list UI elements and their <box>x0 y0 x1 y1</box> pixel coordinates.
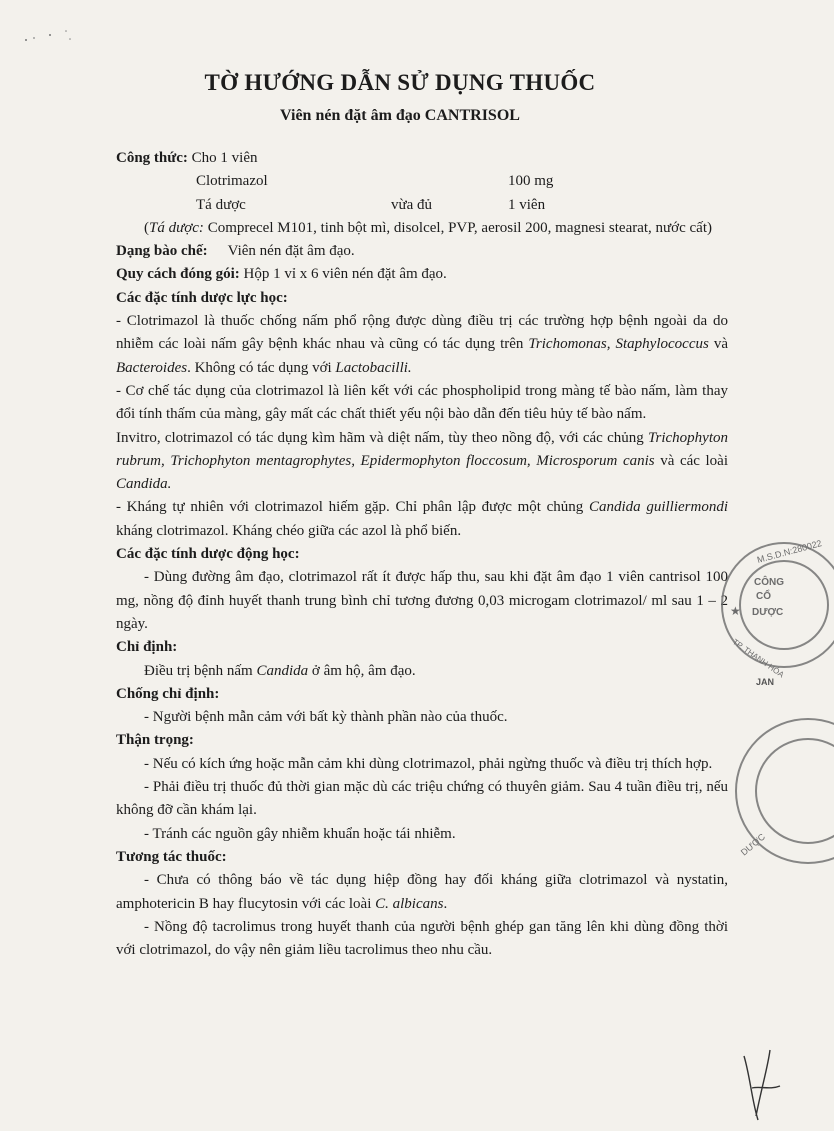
excipients-text: Comprecel M101, tinh bột mì, disolcel, PVP, aerosil 200, magnesi stearat, nước cất) <box>203 219 712 236</box>
excipients-label: Tá dược: <box>149 219 204 236</box>
stamp-lower-text: DƯỢC <box>738 831 768 858</box>
precautions-paragraph: - Tránh các nguồn gây nhiễm khuẩn hoặc tái nhiễm. <box>144 825 456 842</box>
precautions-paragraph: - Nếu có kích ứng hoặc mẫn cảm khi dùng clotrimazol, phải ngừng thuốc và điều trị thích hợp. <box>144 755 713 772</box>
pharmacodynamics-paragraph: - Kháng tự nhiên với clotrimazol hiếm gặp. Chỉ phân lập được một chủng Candida guilliermondi kháng clotrimazol. Kháng chéo giữa các azol là phổ biến. <box>116 499 728 539</box>
formula-row <box>116 194 728 217</box>
excipients-paragraph: (Tá dược: Comprecel M101, tinh bột mì, disolcel, PVP, aerosil 200, magnesi stearat, nước cất) <box>144 219 712 236</box>
scan-specks <box>20 26 80 46</box>
indications-paragraph: Điều trị bệnh nấm Candida ở âm hộ, âm đạo. <box>144 662 416 679</box>
formula-value: Cho 1 viên <box>187 150 258 166</box>
formula-label: Công thức: <box>116 150 188 166</box>
contraindications-paragraph: - Người bệnh mẫn cảm với bất kỳ thành phần nào của thuốc. <box>144 709 508 726</box>
ingredient-amount: 1 viên <box>508 196 546 213</box>
stamp-bottom-text: TP. THANH HÓA <box>730 637 786 680</box>
pharmacodynamics-paragraph: - Clotrimazol là thuốc chống nấm phổ rộng được dùng điều trị các trường hợp bệnh ngoài da do nhiễm các loài nấm gây bệnh khác nhau và cũng có tác dụng trên Trichomonas, Staphylococcus và Bacteroides. Không có tác dụng với Lactobacilli. <box>116 313 728 376</box>
pharmacodynamics-heading: Các đặc tính dược lực học: <box>116 289 288 306</box>
formula-line <box>116 147 728 170</box>
pharmacokinetics-heading: Các đặc tính dược động học: <box>116 546 300 563</box>
document-body <box>116 147 728 962</box>
precautions-heading: Thận trọng: <box>116 732 194 749</box>
stamp-top-text: M.S.D.N:280022 <box>755 538 823 565</box>
ingredient-amount: 100 mg <box>508 173 554 190</box>
dosage-form-line <box>116 240 728 263</box>
ingredient-name: Tá dược <box>196 196 246 213</box>
ingredient-name: Clotrimazol <box>196 173 268 190</box>
indications-heading: Chỉ định: <box>116 639 178 656</box>
signature <box>740 1046 785 1126</box>
company-stamp <box>714 535 834 695</box>
stamp-center-text: CÔNG <box>754 577 784 588</box>
stamp-center-text: CỔ <box>756 591 771 602</box>
contraindications-heading: Chống chỉ định: <box>116 685 220 702</box>
packaging-value: Hộp 1 vỉ x 6 viên nén đặt âm đạo. <box>239 266 447 283</box>
ingredient-qualifier: vừa đủ <box>391 196 433 213</box>
pharmacodynamics-paragraph: - Cơ chế tác dụng của clotrimazol là liên kết với các phospholipid trong màng tế bào nấm, làm thay đổi tính thấm của màng, gây mất các chất thiết yếu nội bào dẫn đến tiêu hủy tế bào nấm. <box>116 382 728 423</box>
interactions-paragraph: - Nồng độ tacrolimus trong huyết thanh của người bệnh ghép gan tăng lên khi dùng đồng thời với clotrimazol, do vậy nên giảm liều tacrolimus theo nhu cầu. <box>116 918 728 959</box>
document-title: TỜ HƯỚNG DẪN SỬ DỤNG THUỐC <box>204 70 596 95</box>
precautions-paragraph: - Phải điều trị thuốc đủ thời gian mặc dù các triệu chứng có thuyên giảm. Sau 4 tuần điều trị, nếu không đỡ cần khám lại. <box>116 779 728 819</box>
packaging-label: Quy cách đóng gói: <box>116 266 240 283</box>
pharmacodynamics-paragraph: Invitro, clotrimazol có tác dụng kìm hãm và diệt nấm, tùy theo nồng độ, với các chủng Trichophyton rubrum, Trichophyton mentagrophytes, Epidermophyton floccosum, Microsporum canis và các loài Candida. <box>116 429 729 493</box>
dosage-form-value: Viên nén đặt âm đạo. <box>227 243 355 260</box>
star-icon: ★ <box>730 604 741 618</box>
document-subtitle: Viên nén đặt âm đạo CANTRISOL <box>280 107 520 124</box>
pharmacokinetics-paragraph: - Dùng đường âm đạo, clotrimazol rất ít được hấp thu, sau khi đặt âm đạo 1 viên cantrisol 100 mg, nồng độ đỉnh huyết thanh trung bình chỉ tương đương 0,03 microgam clotrimazol/ ml sau 1 – 2 ngày. <box>116 569 728 632</box>
stamp-center-text: DƯỢC <box>752 607 784 618</box>
packaging-line <box>116 263 728 286</box>
dosage-form-label: Dạng bào chế: <box>116 243 208 260</box>
ingredient-qualifier <box>391 170 508 193</box>
interactions-heading: Tương tác thuốc: <box>116 848 227 865</box>
interactions-paragraph: - Chưa có thông báo về tác dụng hiệp đồng hay đối kháng giữa clotrimazol và nystatin, amphotericin B hay flucytosin với các loài C. albicans. <box>116 872 728 912</box>
pharmacy-stamp <box>728 706 828 876</box>
stamp-date-text: JAN <box>756 677 775 687</box>
formula-row <box>116 170 728 193</box>
